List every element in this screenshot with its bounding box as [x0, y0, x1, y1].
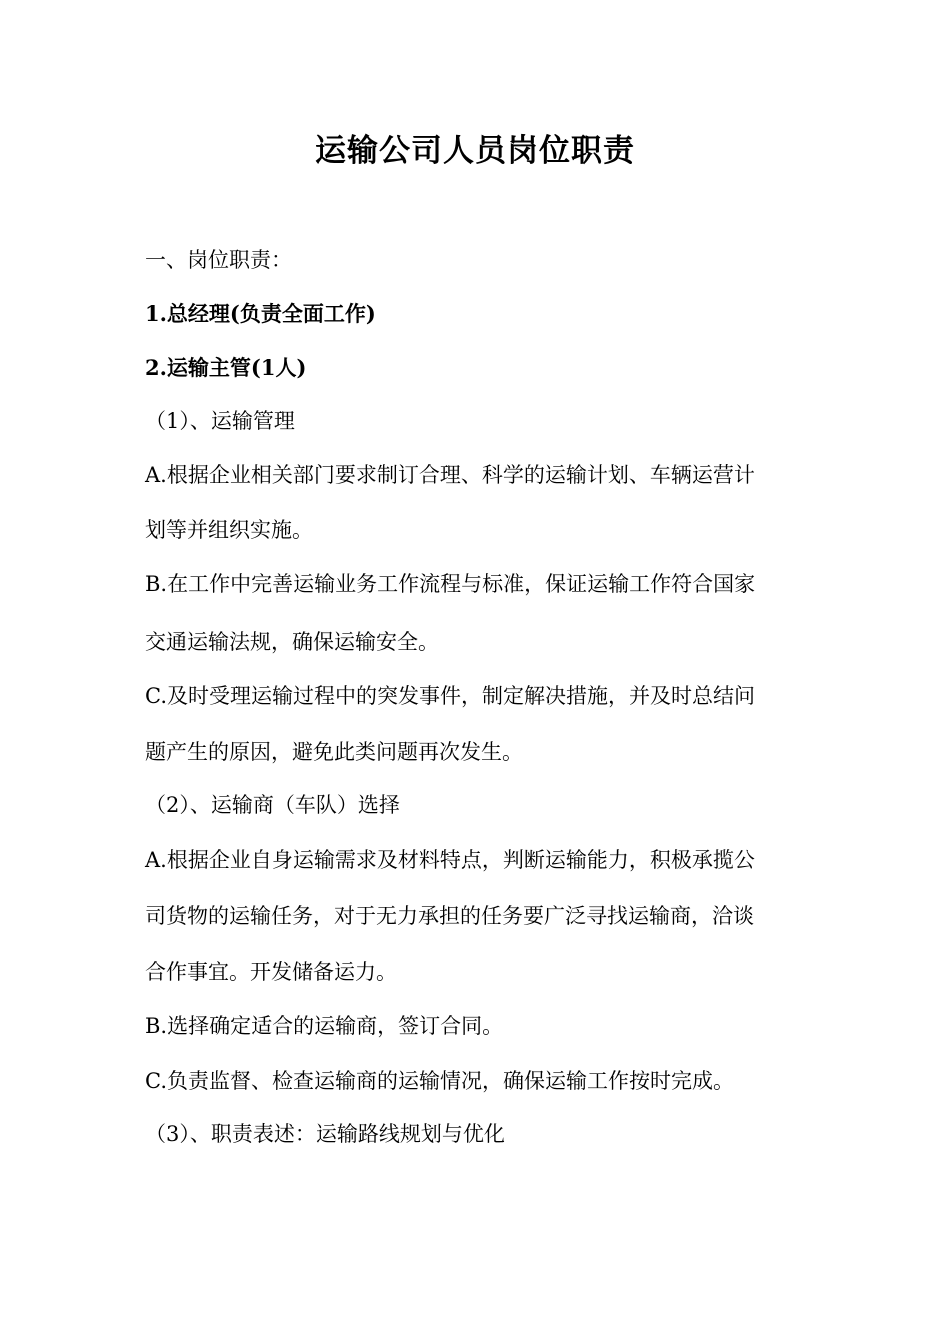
document-title: 运输公司人员岗位职责: [315, 133, 635, 169]
subsection-heading-3: （3）、职责表述：运输路线规划与优化: [145, 1122, 505, 1146]
paragraph-line: 题产生的原因，避免此类问题再次发生。: [145, 740, 523, 764]
subsection-heading-1: （1）、运输管理: [145, 409, 295, 433]
paragraph-line: 交通运输法规，确保运输安全。: [145, 630, 439, 654]
paragraph-line: 司货物的运输任务，对于无力承担的任务要广泛寻找运输商，洽谈: [145, 904, 754, 928]
item-general-manager: 1.总经理(负责全面工作): [145, 301, 376, 326]
paragraph-line: C.及时受理运输过程中的突发事件，制定解决措施，并及时总结问: [145, 684, 755, 708]
paragraph-line: A.根据企业自身运输需求及材料特点，判断运输能力，积极承揽公: [145, 848, 755, 872]
subsection-heading-2: （2）、运输商（车队）选择: [145, 793, 400, 817]
paragraph-line: B.选择确定适合的运输商，签订合同。: [145, 1014, 504, 1038]
paragraph-line: 划等并组织实施。: [145, 518, 313, 542]
paragraph-line: 合作事宜。开发储备运力。: [145, 960, 397, 984]
paragraph-line: C.负责监督、检查运输商的运输情况，确保运输工作按时完成。: [145, 1069, 734, 1093]
item-transport-supervisor: 2.运输主管(1人): [145, 355, 307, 380]
paragraph-line: B.在工作中完善运输业务工作流程与标准，保证运输工作符合国家: [145, 572, 756, 596]
section-heading: 一、岗位职责：: [145, 248, 292, 272]
paragraph-line: A.根据企业相关部门要求制订合理、科学的运输计划、车辆运营计: [145, 463, 755, 487]
